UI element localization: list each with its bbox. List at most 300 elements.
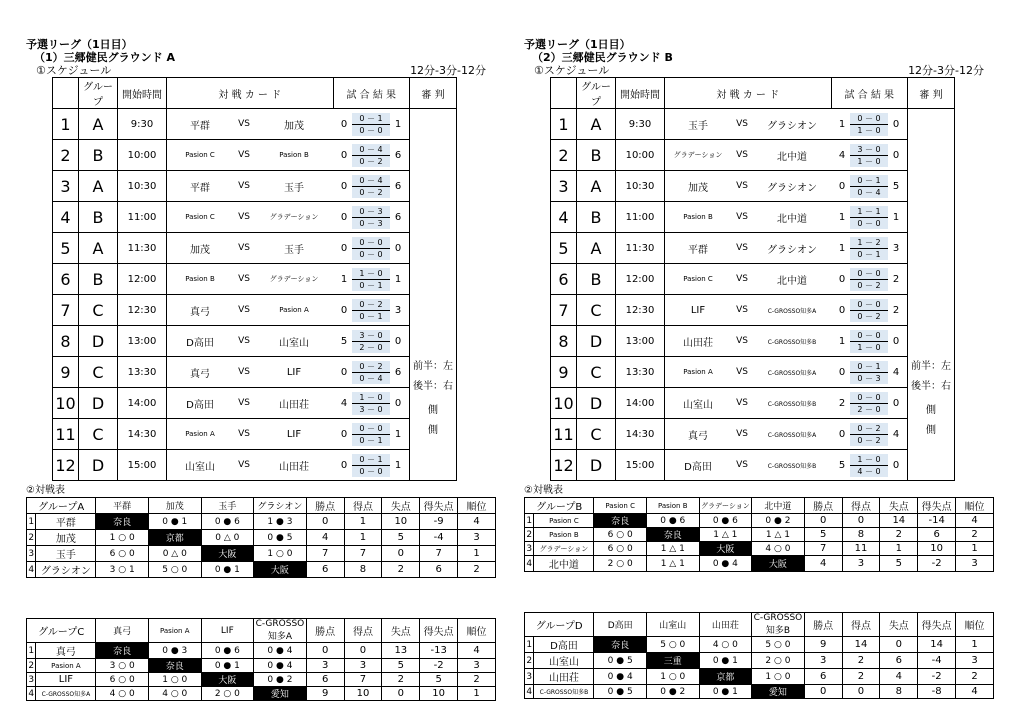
col-result: 試 合 結 果 <box>831 78 908 109</box>
group-name: グループD <box>525 613 594 637</box>
stat-value: 8 <box>842 528 880 542</box>
match-number: 7 <box>53 295 79 326</box>
opponent-header: Pasion B <box>646 498 699 514</box>
second-half-score: 1 － 0 <box>857 342 881 352</box>
score-away: 6 <box>394 366 402 378</box>
team-home: Pasion C <box>185 151 215 159</box>
team-home: グラデーション <box>673 151 723 159</box>
opponent-header: 加茂 <box>148 498 201 514</box>
standings-table <box>524 612 994 699</box>
vs-label: VS <box>238 243 250 253</box>
stat-header: 得点 <box>344 619 382 643</box>
match-card <box>665 109 832 140</box>
vs-label: VS <box>238 119 250 129</box>
match-number: 3 <box>53 171 79 202</box>
stat-value: 5 <box>880 556 918 572</box>
score-home: 0 <box>340 118 348 130</box>
match-time: 10:00 <box>616 140 665 171</box>
opponent-header: グラデーション <box>699 498 752 514</box>
match-card <box>665 233 832 264</box>
score-away: 6 <box>394 211 402 223</box>
match-result <box>831 202 908 233</box>
match-result <box>333 450 410 481</box>
score-home: 0 <box>838 273 846 285</box>
team-away: グラデーション <box>269 275 319 283</box>
second-half-score: 1 － 0 <box>857 125 881 135</box>
standings-row <box>525 556 994 572</box>
first-half-score: 0 － 0 <box>850 268 888 280</box>
match-number: 9 <box>53 357 79 388</box>
result-cell: 2 ○ 0 <box>752 653 805 669</box>
stat-value: 4 <box>306 530 344 546</box>
team-home: 平群 <box>190 182 210 194</box>
result-cell: 4 ○ 0 <box>148 687 201 701</box>
second-half-score: 0 － 4 <box>359 373 383 383</box>
match-time: 9:30 <box>118 109 167 140</box>
score-home: 5 <box>838 459 846 471</box>
result-cell: 2 ○ 0 <box>201 687 254 701</box>
match-card <box>665 140 832 171</box>
score-away: 6 <box>394 149 402 161</box>
second-half-score: 0 － 1 <box>359 280 383 290</box>
team-home: Pasion C <box>185 213 215 221</box>
opponent-header: 真弓 <box>96 619 149 643</box>
first-half-score: 0 － 2 <box>352 299 390 311</box>
standings-row <box>27 546 496 562</box>
standings-table <box>524 497 994 572</box>
team-name: C-GROSSO知多B <box>534 685 594 699</box>
col-referee: 審 判 <box>908 78 955 109</box>
stat-value: -4 <box>420 530 458 546</box>
score-away: 3 <box>892 242 900 254</box>
half-scores <box>850 361 888 384</box>
vs-label: VS <box>736 274 748 284</box>
match-group: B <box>79 202 118 233</box>
group-name: グループA <box>27 498 96 514</box>
first-half-score: 1 － 1 <box>850 206 888 218</box>
prefecture-cell: 奈良 <box>96 514 149 530</box>
first-half-score: 0 － 2 <box>352 361 390 373</box>
match-row <box>53 326 457 357</box>
team-away: LIF <box>286 366 302 378</box>
team-name: 玉手 <box>36 546 96 562</box>
match-number: 1 <box>551 109 577 140</box>
stat-value: 4 <box>880 669 918 685</box>
team-name: C-GROSSO知多A <box>36 687 96 701</box>
stat-header: 得失点 <box>918 498 956 514</box>
prefecture-cell: 大阪 <box>699 542 752 556</box>
match-card <box>167 109 334 140</box>
row-index: 1 <box>27 514 36 530</box>
stat-value: 2 <box>458 673 496 687</box>
match-result <box>333 388 410 419</box>
team-home: D高田 <box>186 399 214 411</box>
match-row <box>53 264 457 295</box>
first-half-score: 0 － 0 <box>352 237 390 249</box>
match-result <box>333 109 410 140</box>
result-cell: 6 ○ 0 <box>594 542 647 556</box>
second-half-score: 2 － 0 <box>359 342 383 352</box>
score-home: 1 <box>340 273 348 285</box>
match-row <box>551 357 955 388</box>
match-number: 2 <box>551 140 577 171</box>
stat-header: 失点 <box>880 613 918 637</box>
standings-row <box>525 685 994 699</box>
first-half-score: 0 － 0 <box>850 330 888 342</box>
match-result <box>831 450 908 481</box>
stat-value: 2 <box>956 528 994 542</box>
match-group: C <box>79 357 118 388</box>
stat-header: 失点 <box>382 498 420 514</box>
first-half-score: 0 － 0 <box>352 423 390 435</box>
first-half-score: 0 － 4 <box>352 144 390 156</box>
score-away: 4 <box>892 366 900 378</box>
second-half-score: 0 － 1 <box>359 311 383 321</box>
second-half-score: 0 － 2 <box>359 156 383 166</box>
match-group: C <box>577 295 616 326</box>
match-result <box>333 202 410 233</box>
match-group: B <box>577 140 616 171</box>
stat-value: 14 <box>918 637 956 653</box>
col-group: グループ <box>79 78 118 109</box>
opponent-header: 玉手 <box>201 498 254 514</box>
stat-header: 順位 <box>956 613 994 637</box>
second-half-score: 2 － 0 <box>857 404 881 414</box>
team-home: 山室山 <box>185 461 215 473</box>
score-home: 2 <box>838 397 846 409</box>
stat-value: 2 <box>842 653 880 669</box>
stat-value: 1 <box>344 514 382 530</box>
stat-value: 8 <box>880 685 918 699</box>
vs-label: VS <box>736 398 748 408</box>
match-time: 10:30 <box>616 171 665 202</box>
stat-value: 0 <box>382 687 420 701</box>
stat-value: 6 <box>306 673 344 687</box>
vs-label: VS <box>238 367 250 377</box>
stat-value: 0 <box>306 643 344 659</box>
match-format: 12分-3分-12分 <box>908 64 984 77</box>
match-card <box>665 419 832 450</box>
group-name: グループC <box>27 619 96 643</box>
match-time: 12:30 <box>118 295 167 326</box>
match-time: 13:30 <box>616 357 665 388</box>
result-cell: 0 ● 2 <box>752 514 805 528</box>
team-name: 山室山 <box>534 653 594 669</box>
row-index: 1 <box>525 637 534 653</box>
result-cell: 0 ● 1 <box>699 685 752 699</box>
half-scores <box>352 144 390 167</box>
match-row <box>53 233 457 264</box>
match-card <box>665 326 832 357</box>
match-number: 2 <box>53 140 79 171</box>
match-group: B <box>577 264 616 295</box>
row-index: 4 <box>27 562 36 578</box>
standings-header-row <box>525 498 994 514</box>
referee-first-half: 前半：左側 <box>911 360 951 416</box>
referee-second-half: 後半：右側 <box>911 380 951 436</box>
stat-value: -2 <box>420 659 458 673</box>
standings-row <box>27 659 496 673</box>
stat-header: 得点 <box>842 613 880 637</box>
stat-value: 6 <box>804 669 842 685</box>
stat-header: 順位 <box>956 498 994 514</box>
prefecture-cell: 大阪 <box>254 562 307 578</box>
stat-value: 7 <box>344 546 382 562</box>
half-scores <box>352 206 390 229</box>
score-home: 1 <box>838 335 846 347</box>
match-group: D <box>577 326 616 357</box>
schedule-header <box>36 64 496 77</box>
team-home: 真弓 <box>190 306 210 318</box>
second-half-score: 0 － 1 <box>857 249 881 259</box>
schedule-header <box>534 64 994 77</box>
stat-header: 失点 <box>880 498 918 514</box>
match-time: 11:00 <box>118 202 167 233</box>
score-away: 0 <box>394 397 402 409</box>
opponent-header: C-GROSSO知多B <box>753 613 803 636</box>
stat-value: 4 <box>458 514 496 530</box>
league-title: 予選リーグ（1日目） <box>26 38 133 51</box>
match-time: 13:30 <box>118 357 167 388</box>
stat-value: 10 <box>344 687 382 701</box>
stat-value: 4 <box>956 685 994 699</box>
team-away: 玉手 <box>284 182 304 194</box>
match-time: 12:30 <box>616 295 665 326</box>
result-cell: 0 ● 6 <box>646 514 699 528</box>
first-half-score: 0 － 1 <box>850 361 888 373</box>
second-half-score: 0 － 2 <box>857 311 881 321</box>
match-row <box>551 450 955 481</box>
standings-row <box>525 669 994 685</box>
match-time: 11:30 <box>118 233 167 264</box>
row-index: 4 <box>28 688 35 699</box>
match-result <box>831 233 908 264</box>
match-row <box>53 109 457 140</box>
row-index: 4 <box>526 686 533 697</box>
score-away: 6 <box>394 180 402 192</box>
result-cell: 1 △ 1 <box>646 556 699 572</box>
team-home: 山田荘 <box>683 337 713 349</box>
match-row <box>551 295 955 326</box>
match-result <box>333 264 410 295</box>
stat-value: 0 <box>804 514 842 528</box>
match-row <box>551 326 955 357</box>
result-cell: 0 ● 1 <box>148 514 201 530</box>
stat-value: -4 <box>918 653 956 669</box>
team-home: Pasion B <box>683 213 713 221</box>
match-time: 13:00 <box>616 326 665 357</box>
referee-cell <box>410 109 457 481</box>
standings-header-row <box>525 613 994 637</box>
score-away: 0 <box>892 459 900 471</box>
vs-label: VS <box>238 398 250 408</box>
league-title: 予選リーグ（1日目） <box>524 38 631 51</box>
result-cell: 3 ○ 0 <box>96 659 149 673</box>
stat-value: 2 <box>382 673 420 687</box>
match-time: 14:00 <box>616 388 665 419</box>
team-name: 平群 <box>36 514 96 530</box>
prefecture-cell: 大阪 <box>201 546 254 562</box>
stat-value: 0 <box>344 643 382 659</box>
col-result: 試 合 結 果 <box>333 78 410 109</box>
score-home: 0 <box>340 366 348 378</box>
row-index: 2 <box>526 529 533 540</box>
stat-value: 3 <box>306 659 344 673</box>
team-home: D高田 <box>684 461 712 473</box>
team-away: 玉手 <box>284 244 304 256</box>
score-away: 2 <box>892 304 900 316</box>
half-scores <box>352 392 390 415</box>
prefecture-cell: 愛知 <box>752 685 805 699</box>
stat-value: 0 <box>306 514 344 530</box>
team-away: 山田荘 <box>279 461 309 473</box>
match-row <box>551 388 955 419</box>
prefecture-cell: 奈良 <box>646 528 699 542</box>
team-home: 平群 <box>190 120 210 132</box>
opponent-header: 北中道 <box>752 498 805 514</box>
opponent-header: C-GROSSO知多A <box>255 619 305 642</box>
stat-value: 2 <box>880 528 918 542</box>
team-away: グラシオン <box>767 120 817 132</box>
result-cell: 1 ○ 0 <box>752 669 805 685</box>
first-half-score: 1 － 2 <box>850 237 888 249</box>
venue-title: （1）三郷健民グラウンド A <box>34 51 175 64</box>
match-result <box>333 171 410 202</box>
result-cell: 1 ○ 0 <box>96 530 149 546</box>
team-name: 北中道 <box>534 556 594 572</box>
match-group: D <box>79 450 118 481</box>
first-half-score: 0 － 1 <box>850 175 888 187</box>
score-home: 1 <box>838 118 846 130</box>
second-half-score: 0 － 0 <box>359 466 383 476</box>
team-name: グラシオン <box>36 562 96 578</box>
first-half-score: 0 － 3 <box>352 206 390 218</box>
match-group: A <box>577 171 616 202</box>
match-card <box>167 295 334 326</box>
half-scores <box>850 175 888 198</box>
first-half-score: 1 － 0 <box>352 268 390 280</box>
result-cell: 0 ● 4 <box>254 659 307 673</box>
match-result <box>333 326 410 357</box>
stat-value: 6 <box>306 562 344 578</box>
match-row <box>551 109 955 140</box>
stat-value: -9 <box>420 514 458 530</box>
match-row <box>551 419 955 450</box>
result-cell: 2 ○ 0 <box>594 556 647 572</box>
vs-label: VS <box>238 336 250 346</box>
opponent-header: Pasion A <box>148 619 201 643</box>
team-name: Pasion A <box>36 659 96 673</box>
schedule-table <box>550 77 955 481</box>
standings-row <box>525 653 994 669</box>
opponent-header: 山田荘 <box>699 613 752 637</box>
match-number: 8 <box>551 326 577 357</box>
match-number: 11 <box>551 419 577 450</box>
match-group: C <box>577 357 616 388</box>
opponent-header: 山室山 <box>646 613 699 637</box>
match-number: 11 <box>53 419 79 450</box>
standings-row <box>525 514 994 528</box>
team-name: Pasion B <box>534 528 594 542</box>
score-home: 0 <box>340 149 348 161</box>
vs-label: VS <box>736 460 748 470</box>
standings-row <box>27 530 496 546</box>
prefecture-cell: 奈良 <box>594 637 647 653</box>
score-home: 1 <box>838 242 846 254</box>
stat-value: 4 <box>956 514 994 528</box>
match-result <box>831 295 908 326</box>
row-index: 4 <box>525 556 534 572</box>
match-result <box>831 109 908 140</box>
match-row <box>53 171 457 202</box>
match-card <box>665 171 832 202</box>
standings-header-row <box>27 619 496 643</box>
vs-label: VS <box>238 305 250 315</box>
stat-header: 得失点 <box>420 498 458 514</box>
score-home: 5 <box>340 335 348 347</box>
stat-value: 2 <box>458 562 496 578</box>
team-away: C-GROSSO知多B <box>767 462 817 470</box>
result-cell: 0 ● 4 <box>254 643 307 659</box>
score-away: 0 <box>892 335 900 347</box>
row-index: 3 <box>526 543 533 554</box>
referee-cell <box>908 109 955 481</box>
score-away: 0 <box>892 118 900 130</box>
match-group: D <box>79 388 118 419</box>
row-index: 2 <box>28 660 35 671</box>
result-cell: 1 ○ 0 <box>646 669 699 685</box>
team-away: 北中道 <box>777 151 807 163</box>
first-half-score: 0 － 0 <box>850 113 888 125</box>
team-away: グラデーション <box>269 213 319 221</box>
match-result <box>831 388 908 419</box>
stat-value: 3 <box>458 530 496 546</box>
score-home: 0 <box>340 211 348 223</box>
result-cell: 1 △ 1 <box>646 542 699 556</box>
team-away: C-GROSSO知多A <box>767 431 817 439</box>
match-time: 15:00 <box>118 450 167 481</box>
match-row <box>53 140 457 171</box>
team-home: 山室山 <box>683 399 713 411</box>
left-panel <box>26 38 496 701</box>
stat-value: 2 <box>956 669 994 685</box>
opponent-header: D高田 <box>594 613 647 637</box>
half-scores <box>352 454 390 477</box>
score-away: 1 <box>394 459 402 471</box>
result-cell: 6 ○ 0 <box>96 673 149 687</box>
stat-value: 10 <box>382 514 420 530</box>
match-card <box>665 295 832 326</box>
match-time: 11:00 <box>616 202 665 233</box>
result-cell: 5 ○ 0 <box>148 562 201 578</box>
first-half-score: 1 － 0 <box>850 454 888 466</box>
first-half-score: 0 － 1 <box>352 454 390 466</box>
match-number: 7 <box>551 295 577 326</box>
score-away: 4 <box>892 428 900 440</box>
match-card <box>167 140 334 171</box>
score-away: 0 <box>394 335 402 347</box>
col-card: 対 戦 カ ー ド <box>665 78 832 109</box>
standings-row <box>525 542 994 556</box>
half-scores <box>850 206 888 229</box>
table-label: ②対戦表 <box>524 485 563 496</box>
result-cell: 1 ○ 0 <box>148 673 201 687</box>
stat-header: 順位 <box>458 498 496 514</box>
team-away: Pasion B <box>279 151 309 159</box>
second-half-score: 0 － 1 <box>359 435 383 445</box>
stat-value: 4 <box>804 556 842 572</box>
match-number: 12 <box>551 450 577 481</box>
